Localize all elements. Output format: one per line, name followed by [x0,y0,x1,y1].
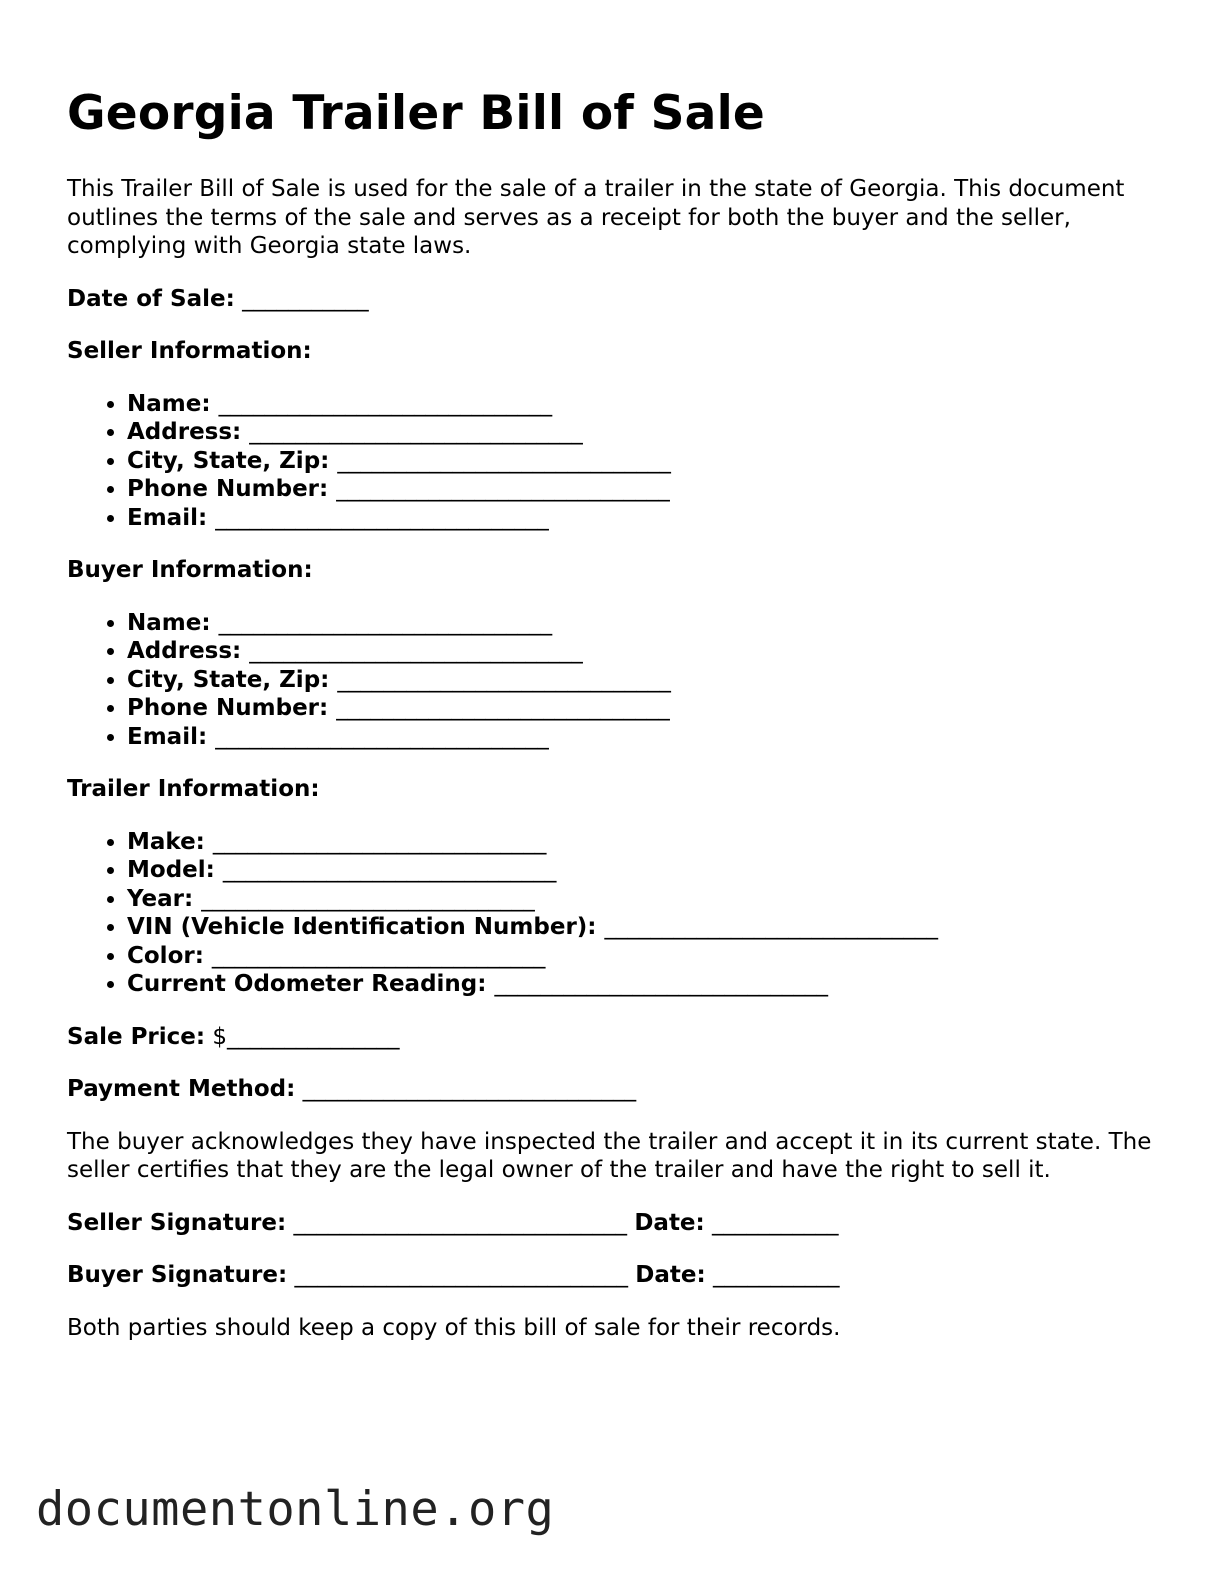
buyer-name-blank[interactable]: _____________________________ [218,609,553,636]
buyer-name-label: Name: [127,609,211,636]
trailer-make-label: Make: [127,828,205,855]
document-page [67,82,1177,1342]
payment-method-blank[interactable]: _____________________________ [302,1076,637,1102]
seller-signature-date-blank[interactable]: ___________ [712,1209,839,1236]
trailer-model-blank[interactable]: _____________________________ [222,857,557,883]
buyer-signature-blank[interactable]: _____________________________ [294,1262,628,1288]
seller-signature-date-label: Date: [634,1209,705,1236]
buyer-email-label: Email: [127,723,208,750]
trailer-odometer-label: Current Odometer Reading: [127,971,487,997]
seller-city-state-zip-label: City, State, Zip: [127,447,330,474]
seller-signature-label: Seller Signature: [67,1209,287,1236]
buyer-email-item [127,723,1177,752]
date-of-sale-field [67,285,1177,314]
buyer-signature-date-blank[interactable]: ___________ [713,1262,840,1288]
seller-name-label: Name: [127,390,211,417]
buyer-fields-list [67,609,1177,752]
trailer-color-label: Color: [127,942,204,969]
trailer-color-blank[interactable]: _____________________________ [211,942,546,969]
payment-method-field [67,1075,1177,1104]
date-of-sale-label: Date of Sale: [67,285,235,312]
closing-paragraph: Both parties should keep a copy of this bill of sale for their records. [67,1314,841,1341]
seller-fields-list [67,390,1177,533]
trailer-model-item [127,856,1177,885]
seller-address-label: Address: [127,419,242,445]
buyer-information-heading: Buyer Information: [67,557,313,583]
trailer-vin-label: VIN (Vehicle Identification Number): [127,914,597,940]
seller-signature-blank[interactable]: _____________________________ [293,1209,628,1236]
trailer-year-label: Year: [127,885,194,912]
buyer-city-state-zip-label: City, State, Zip: [127,666,330,693]
intro-paragraph: This Trailer Bill of Sale is used for the sale of a trailer in the state of Georgia. This document outlines the terms of the sale and serves as a receipt for both the buyer and the seller, complying with Georgia state laws. [67,176,1125,259]
buyer-address-item [127,637,1177,666]
buyer-email-blank[interactable]: _____________________________ [215,723,549,750]
acknowledgment-paragraph: The buyer acknowledges they have inspected the trailer and accept it in its current state. The seller certifies that they are the legal owner of the trailer and have the right to sell it. [67,1128,1152,1183]
trailer-make-item [127,828,1177,857]
seller-phone-blank[interactable]: _____________________________ [336,476,670,502]
seller-signature-line [67,1209,1177,1238]
buyer-address-label: Address: [127,638,242,664]
trailer-vin-item [127,913,1177,942]
trailer-odometer-blank[interactable]: _____________________________ [494,971,828,997]
buyer-signature-label: Buyer Signature: [67,1262,288,1288]
date-of-sale-blank[interactable]: ___________ [242,285,369,312]
seller-address-item [127,418,1177,447]
trailer-year-blank[interactable]: _____________________________ [201,885,535,912]
buyer-signature-line [67,1261,1177,1290]
sale-price-field [67,1023,1177,1052]
seller-email-item [127,504,1177,533]
seller-name-blank[interactable]: _____________________________ [218,390,553,417]
seller-phone-label: Phone Number: [127,476,329,502]
trailer-year-item [127,885,1177,914]
seller-city-state-zip-item [127,447,1177,476]
seller-city-state-zip-blank[interactable]: _____________________________ [337,447,671,474]
buyer-city-state-zip-blank[interactable]: _____________________________ [337,666,671,693]
trailer-odometer-item [127,970,1177,999]
buyer-name-item [127,609,1177,638]
buyer-signature-date-label: Date: [635,1262,706,1288]
trailer-information-heading: Trailer Information: [67,776,320,802]
sale-price-blank[interactable]: $_______________ [212,1023,400,1050]
seller-phone-item [127,475,1177,504]
trailer-make-blank[interactable]: _____________________________ [212,828,547,855]
buyer-phone-blank[interactable]: _____________________________ [336,695,670,721]
trailer-model-label: Model: [127,857,215,883]
trailer-fields-list [67,828,1177,999]
seller-email-blank[interactable]: _____________________________ [215,504,549,531]
payment-method-label: Payment Method: [67,1076,296,1102]
seller-address-blank[interactable]: _____________________________ [249,419,583,445]
buyer-city-state-zip-item [127,666,1177,695]
seller-name-item [127,390,1177,419]
buyer-phone-label: Phone Number: [127,695,329,721]
watermark: documentonline.org [36,1482,555,1537]
seller-information-heading: Seller Information: [67,338,312,364]
trailer-color-item [127,942,1177,971]
sale-price-label: Sale Price: [67,1023,206,1050]
document-title: Georgia Trailer Bill of Sale [67,86,765,141]
buyer-address-blank[interactable]: _____________________________ [249,638,583,664]
trailer-vin-blank[interactable]: _____________________________ [604,914,939,940]
buyer-phone-item [127,694,1177,723]
seller-email-label: Email: [127,504,208,531]
